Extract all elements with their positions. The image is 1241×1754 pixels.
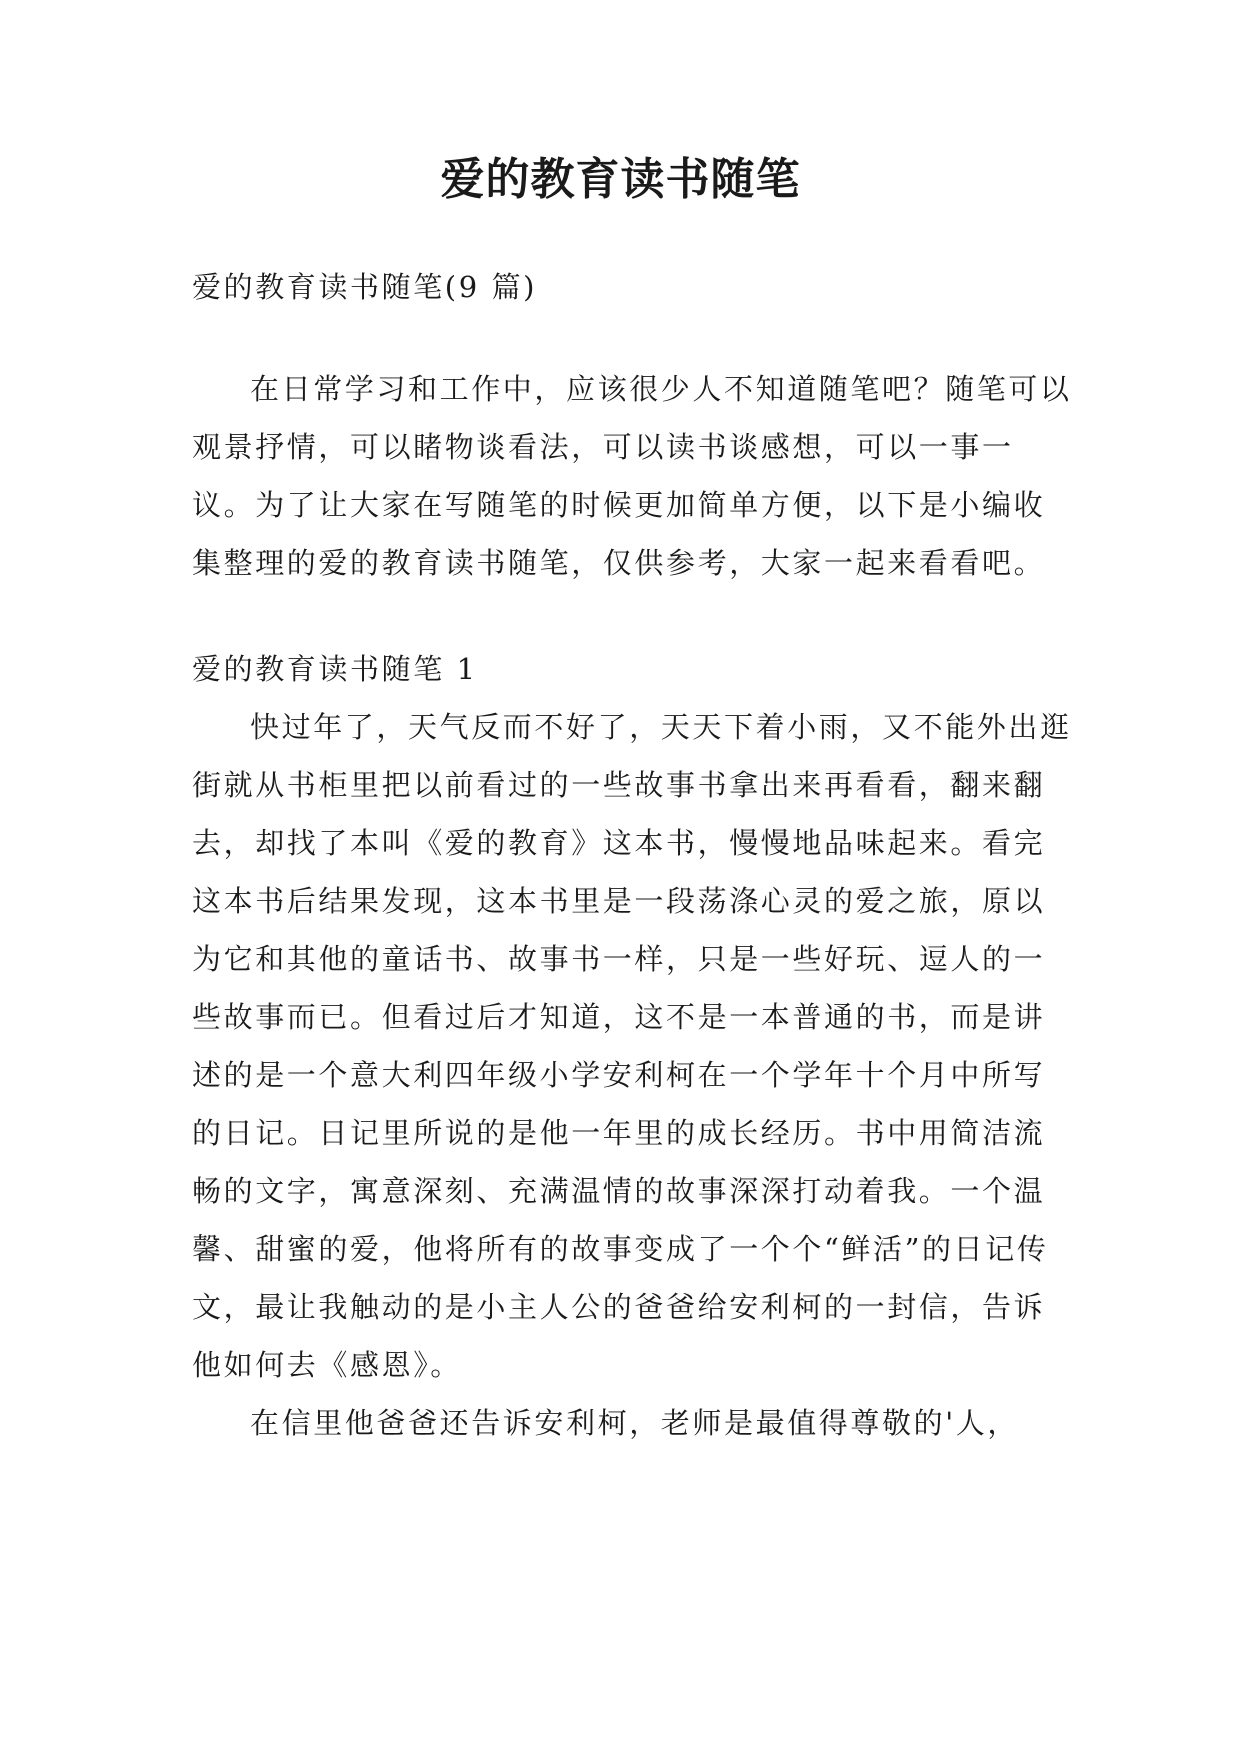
intro-paragraph: 在日常学习和工作中，应该很少人不知道随笔吧？随笔可以观景抒情，可以睹物谈看法，可以读书谈感想，可以一事一议。为了让大家在写随笔的时候更加简单方便，以下是小编收集整理的爱的教育读书随笔，仅供参考，大家一起来看看吧。 [192,372,1072,580]
document-body [192,258,1072,1452]
document-subtitle: 爱的教育读书随笔(9 篇) [192,270,538,304]
body-paragraph: 快过年了，天气反而不好了，天天下着小雨，又不能外出逛街就从书柜里把以前看过的一些故事书拿出来再看看，翻来翻去，却找了本叫《爱的教育》这本书，慢慢地品味起来。看完这本书后结果发现，这本书里是一段荡涤心灵的爱之旅，原以为它和其他的童话书、故事书一样，只是一些好玩、逗人的一些故事而已。但看过后才知道，这不是一本普通的书，而是讲述的是一个意大利四年级小学安利柯在一个学年十个月中所写的日记。日记里所说的是他一年里的成长经历。书中用简洁流畅的文字，寓意深刻、充满温情的故事深深打动着我。一个温馨、甜蜜的爱，他将所有的故事变成了一个个“鲜活”的日记传文，最让我触动的是小主人公的爸爸给安利柯的一封信，告诉他如何去《感恩》。 [192,710,1072,1382]
document-title: 爱的教育读书随笔 [440,154,801,205]
body-paragraph: 在信里他爸爸还告诉安利柯，老师是最值得尊敬的'人， [250,1406,1019,1440]
section-heading: 爱的教育读书随笔 1 [192,652,478,686]
